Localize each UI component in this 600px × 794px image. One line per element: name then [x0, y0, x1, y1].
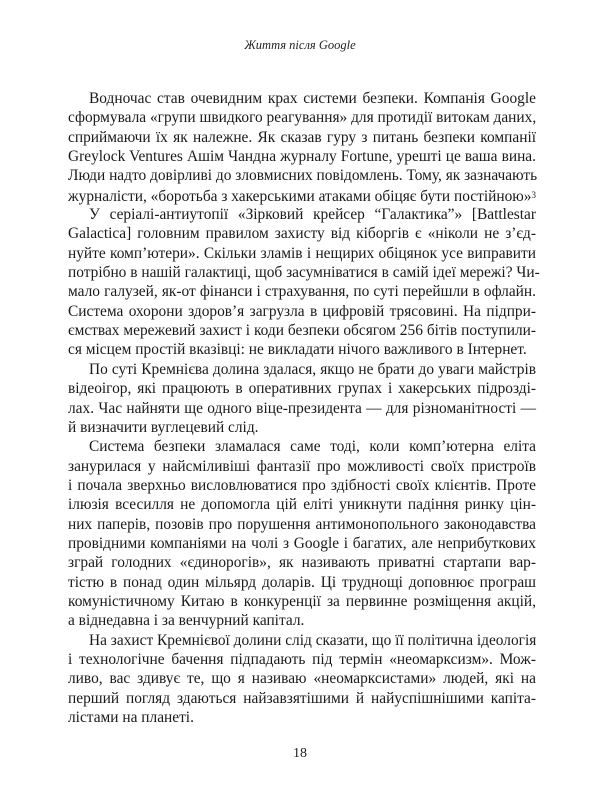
text-line: і почала зверхньо висловлюватися про здібності своїх клієнтів. Проте	[68, 476, 536, 494]
text-line: а віднедавна і за венчурний капітал.	[68, 612, 305, 630]
text-line: Galactica] головним правилом захисту від кіборгів є «ніколи не з’єд-	[68, 225, 536, 243]
text-line: ілюзія всесилля не допомогла цій еліті уникнути падіння ринку цін-	[68, 496, 536, 514]
body-text	[68, 89, 540, 727]
text-line: Люди надто довірливі до зловмисних повідомлень. Тому, як зазначають	[68, 167, 538, 185]
text-line: Greylock Ventures Ашім Чандна журналу Fortune, урешті це ваша вина.	[68, 148, 536, 166]
text-line: лах. Час найняти ще одного віце-президента — для різноманітності —	[68, 399, 536, 417]
running-head: Життя після Google	[244, 38, 356, 52]
text-line: занурилася у найсміливіші фантазії про можливості своїх пристроїв	[68, 457, 536, 475]
text-line: лістами на планеті.	[68, 709, 194, 726]
text-line: комуністичному Китаю в конкуренції за первинне розміщення акцій,	[68, 592, 536, 610]
text-line: і технологічне бачення підпадають під термін «неомарксизм». Мож-	[68, 650, 536, 668]
text-line: відеоігор, які працюють в оперативних групах і хакерських підрозді-	[68, 380, 536, 398]
text-line: Система безпеки зламалася саме тоді, коли комп’ютерна еліта	[89, 438, 536, 456]
text-line: й визначити вуглецевий слід.	[68, 418, 259, 436]
text-line: ливо, вас здивує те, що я називаю «неомарксистами» людей, які на	[68, 670, 536, 688]
paragraph	[68, 360, 536, 437]
text-line: тістю в понад один мільярд доларів. Ці труднощі доповнює програш	[68, 573, 536, 591]
text-line: потрібно в нашій галактиці, щоб засумніватися в самій ідеї мережі? Чи-	[68, 264, 540, 282]
text-line: провідними компаніями на чолі з Google і багатих, але неприбуткових	[68, 534, 536, 552]
text-line: Водночас став очевидним крах системи безпеки. Компанія Google	[89, 90, 536, 107]
page-number: 18	[293, 746, 307, 761]
text-line: нуйте комп’ютери». Скільки зламів і нещирих обіцянок усе виправити	[68, 244, 536, 262]
paragraph	[68, 631, 536, 728]
text-line: сформувала «групи швидкого реагування» для протидії витокам даних,	[68, 109, 537, 127]
footnote-ref[interactable]: 3	[531, 189, 536, 200]
paragraph	[68, 205, 540, 360]
text-line: них паперів, позовів про порушення антимонопольного законодавства	[68, 515, 536, 533]
text-line: зграй голодних «єдинорогів», як називають приватні стартапи вар-	[68, 554, 536, 572]
paragraph	[68, 437, 536, 630]
text-line: сприймаючи їх як належне. Як сказав гуру з питань безпеки компанії	[68, 128, 536, 146]
text-line-content: журналісти, «боротьба з хакерськими атаками обіцяє бути постійною»	[68, 187, 532, 205]
paragraph	[68, 89, 536, 205]
text-line: мало галузей, як-от фінанси і страхування, по суті перейшли в офлайн.	[68, 283, 536, 301]
text-line	[68, 186, 536, 205]
text-line: По суті Кремнієва долина здалася, якщо не брати до уваги майстрів	[89, 360, 536, 378]
text-line: На захист Кремнієвої долини слід сказати, що її політична ідеологія	[89, 631, 537, 649]
text-line: ємствах мережевий захист і коди безпеки обсягом 256 бітів поступили-	[68, 322, 536, 340]
text-line: ся місцем простій вказівці: не викладати нічого важливого в Інтернет.	[68, 341, 527, 359]
text-line: Система охорони здоров’я загрузла в цифровій трясовині. На підпри-	[68, 302, 536, 320]
text-line: У серіалі-антиутопії «Зірковий крейсер “Галактика”» [Battlestar	[89, 206, 536, 224]
text-line: перший погляд здаються найзавзятішими й найуспішнішими капіта-	[68, 689, 536, 707]
